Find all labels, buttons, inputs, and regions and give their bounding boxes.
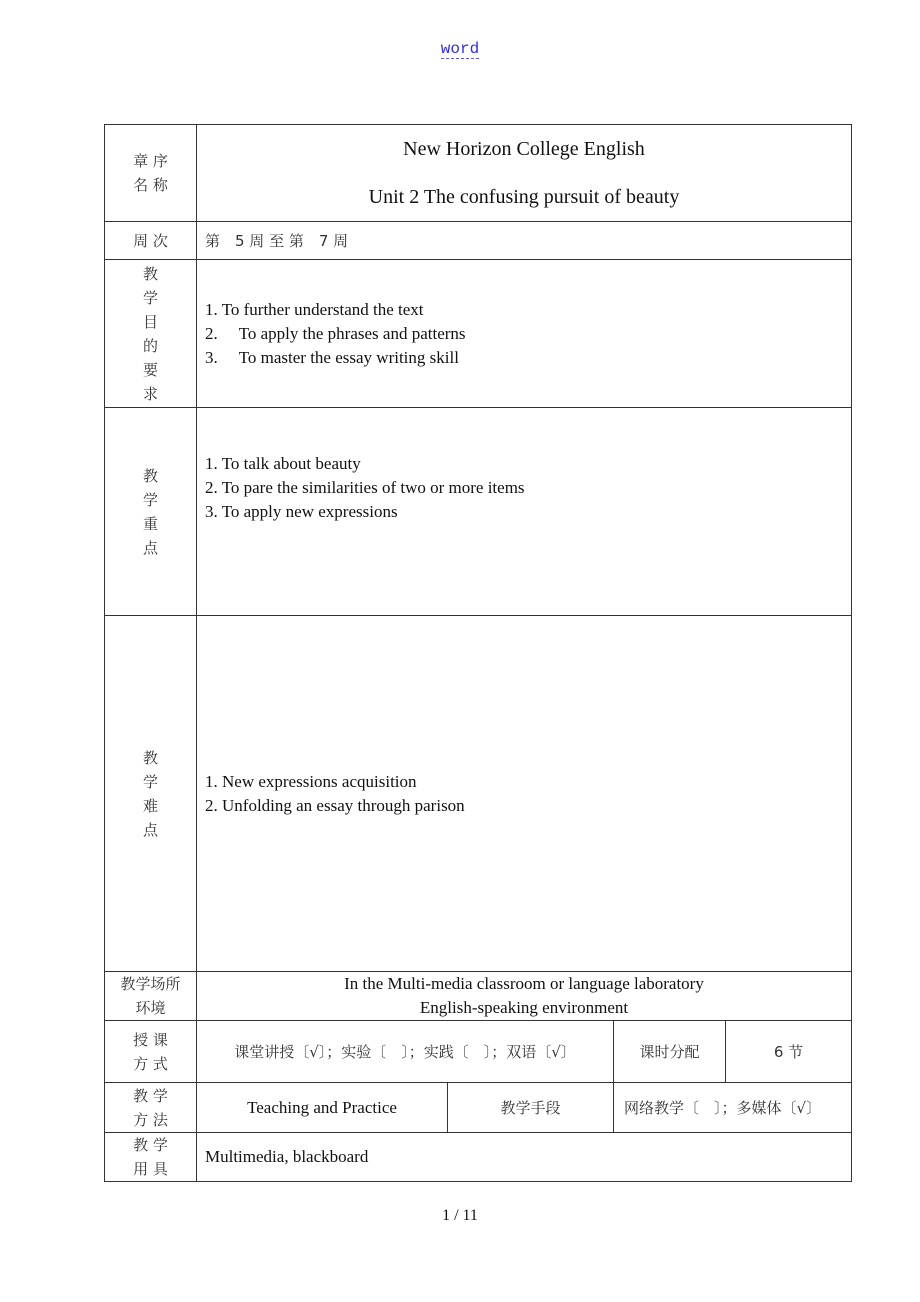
chapter-title-cell bbox=[196, 124, 852, 222]
hours-label: 课时分配 bbox=[613, 1020, 726, 1083]
hours-value: 6 节 bbox=[725, 1020, 852, 1083]
list-item: 1. To further understand the text bbox=[205, 299, 424, 319]
list-item: 2. To pare the similarities of two or more items bbox=[205, 477, 525, 497]
difficulties-label: 教 学 难 点 bbox=[104, 615, 197, 972]
method-label: 教 学 方 法 bbox=[104, 1082, 197, 1133]
page-number: 1 / 11 bbox=[442, 1207, 478, 1224]
word-link[interactable]: word bbox=[440, 40, 480, 58]
difficulties-list bbox=[196, 615, 852, 972]
means-label: 教学手段 bbox=[447, 1082, 614, 1133]
means-value: 网络教学〔 〕；多媒体〔√〕 bbox=[613, 1082, 852, 1133]
method-value: Teaching and Practice bbox=[196, 1082, 448, 1133]
chapter-label: 章 序 名 称 bbox=[104, 124, 197, 222]
list-item: 3. To master the essay writing skill bbox=[205, 347, 459, 367]
unit-title: Unit 2 The confusing pursuit of beauty bbox=[368, 186, 680, 208]
list-item: 2. Unfolding an essay through parison bbox=[205, 795, 465, 815]
tools-value: Multimedia, blackboard bbox=[196, 1132, 852, 1182]
header-link[interactable] bbox=[0, 40, 920, 58]
objectives-label: 教 学 目 的 要 求 bbox=[104, 259, 197, 408]
key-points-label: 教 学 重 点 bbox=[104, 407, 197, 616]
weeks-value: 第 5 周 至 第 7 周 bbox=[196, 221, 852, 260]
venue-label: 教学场所 环境 bbox=[104, 971, 197, 1021]
tools-label: 教 学 用 具 bbox=[104, 1132, 197, 1182]
delivery-value: 课堂讲授〔√〕；实验〔 〕；实践〔 〕；双语〔√〕 bbox=[196, 1020, 614, 1083]
list-item: 3. To apply new expressions bbox=[205, 501, 398, 521]
list-item: 1. To talk about beauty bbox=[205, 453, 361, 473]
delivery-label: 授 课 方 式 bbox=[104, 1020, 197, 1083]
key-points-list bbox=[196, 407, 852, 616]
objectives-list bbox=[196, 259, 852, 408]
course-title: New Horizon College English bbox=[403, 138, 645, 160]
venue-value: In the Multi-media classroom or language laboratory English-speaking environment bbox=[196, 971, 852, 1021]
weeks-label: 周 次 bbox=[104, 221, 197, 260]
list-item: 1. New expressions acquisition bbox=[205, 771, 417, 791]
list-item: 2. To apply the phrases and patterns bbox=[205, 323, 466, 343]
